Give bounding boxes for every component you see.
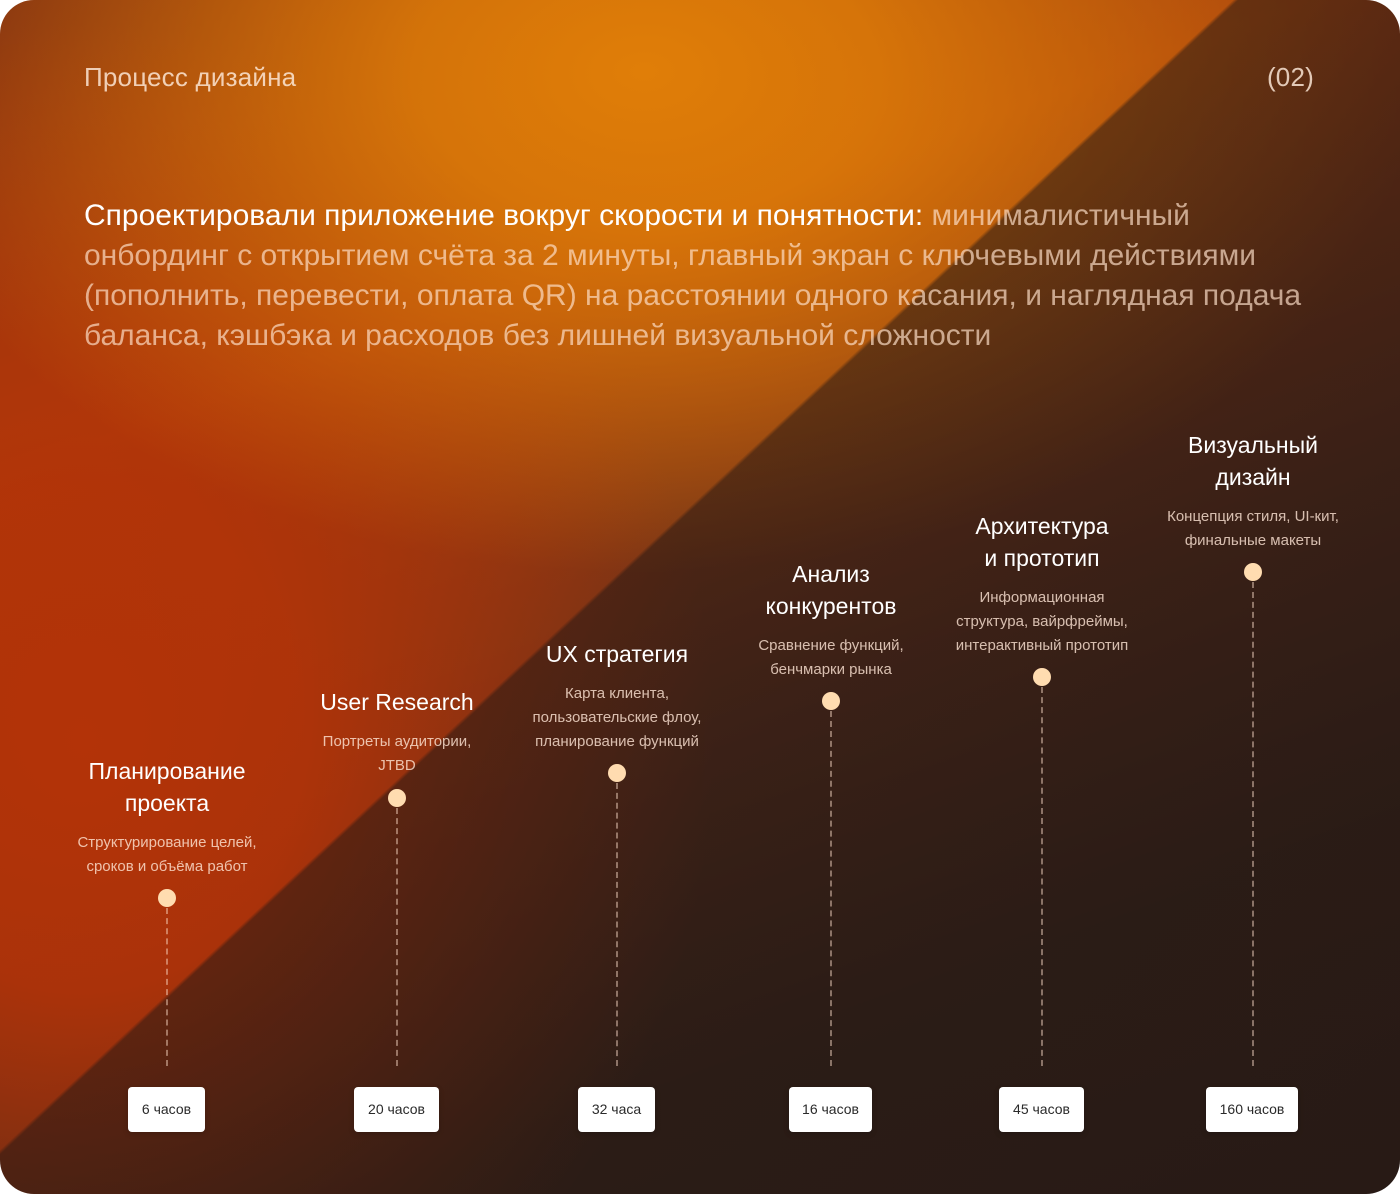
stage-description: Концепция стиля, UI-кит, финальные макеты	[1167, 508, 1339, 549]
stage-title: Анализ конкурентов	[765, 561, 897, 619]
stage-marker-dot	[158, 889, 176, 907]
stage-connector-line	[1041, 687, 1043, 1066]
duration-badge: 20 часов	[354, 1087, 439, 1132]
lead-rest: минималистичный онбординг с открытием счёта за 2 минуты, главный экран с ключевыми действиями (пополнить, перевести, оплата QR) на расстоянии одного касания, и наглядная подача баланса, кэшбэка и расходов без лишней визуальной сложности	[84, 199, 1302, 352]
stage-marker-dot	[608, 764, 626, 782]
stage-description: Структурирование целей, сроков и объёма работ	[77, 834, 257, 875]
stage-title: Архитектура и прототип	[975, 513, 1109, 571]
duration-badge: 32 часа	[578, 1087, 655, 1132]
stage-description: Сравнение функций, бенчмарки рынка	[758, 637, 904, 678]
stage-competitor-analysis	[716, 558, 946, 682]
stage-description: Карта клиента, пользовательские флоу, планирование функций	[532, 685, 702, 750]
stage-connector-line	[396, 808, 398, 1066]
stage-marker-dot	[822, 692, 840, 710]
stage-description: Портреты аудитории, JTBD	[322, 733, 472, 774]
stage-title: UX стратегия	[545, 641, 689, 667]
stage-connector-line	[830, 711, 832, 1066]
stage-connector-line	[166, 908, 168, 1066]
stage-title: Планирование проекта	[88, 758, 246, 816]
duration-badge: 160 часов	[1206, 1087, 1298, 1132]
stage-description: Информационная структура, вайрфреймы, интерактивный прототип	[955, 589, 1129, 654]
stage-planning	[52, 755, 282, 879]
stage-title: Визуальный дизайн	[1188, 432, 1318, 490]
duration-badge: 16 часов	[789, 1087, 872, 1132]
stage-connector-line	[1252, 582, 1254, 1066]
stage-user-research	[282, 686, 512, 778]
stage-marker-dot	[1033, 668, 1051, 686]
lead-emphasis: Спроектировали приложение вокруг скорости и понятности:	[84, 199, 924, 232]
stage-title: User Research	[320, 689, 474, 715]
duration-badge: 6 часов	[128, 1087, 205, 1132]
duration-badge: 45 часов	[999, 1087, 1084, 1132]
stage-architecture-prototype	[927, 510, 1157, 658]
stage-ux-strategy	[502, 638, 732, 754]
lead-paragraph	[84, 196, 1334, 356]
section-title: Процесс дизайна	[84, 62, 297, 92]
stage-connector-line	[616, 783, 618, 1066]
stage-marker-dot	[1244, 563, 1262, 581]
stage-marker-dot	[388, 789, 406, 807]
section-number: (02)	[1266, 62, 1314, 92]
stage-visual-design	[1138, 429, 1368, 553]
